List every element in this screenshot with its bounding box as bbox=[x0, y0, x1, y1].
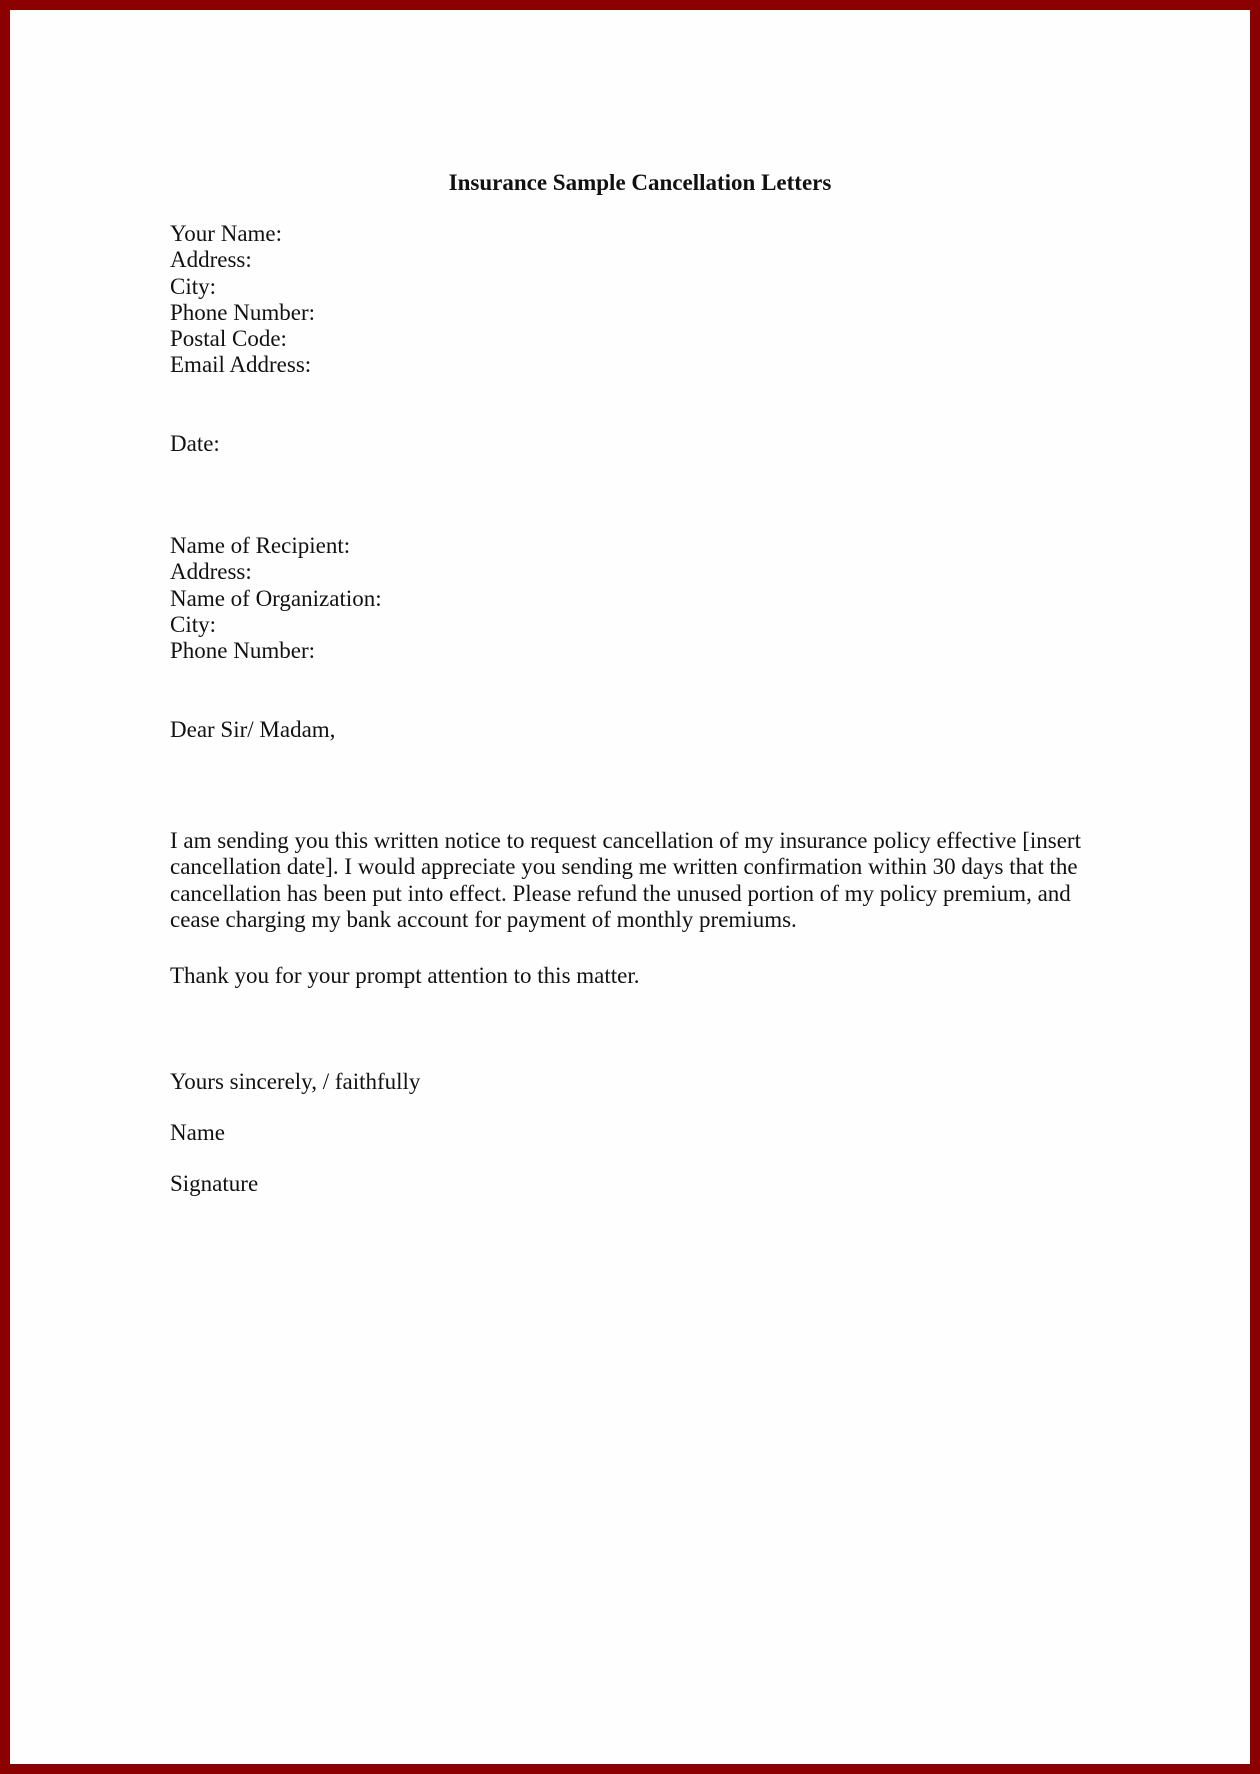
sender-address-label: Address: bbox=[170, 247, 252, 273]
body-paragraph bbox=[170, 828, 1130, 933]
recipient-name-label: Name of Recipient: bbox=[170, 533, 351, 558]
thanks-line: Thank you for your prompt attention to this matter. bbox=[170, 963, 640, 988]
body-line: I am sending you this written notice to request cancellation of my insurance policy effective [insert bbox=[170, 828, 1081, 853]
signature-label: Signature bbox=[170, 1171, 259, 1196]
date-label: Date: bbox=[170, 431, 220, 456]
sender-phone-label: Phone Number: bbox=[170, 299, 316, 325]
body-line: cancellation date]. I would appreciate you sending me written confirmation within 30 days that the bbox=[170, 854, 1078, 880]
salutation: Dear Sir/ Madam, bbox=[170, 717, 336, 742]
recipient-address-label: Address: bbox=[170, 559, 252, 585]
sender-email-label: Email Address: bbox=[170, 352, 312, 378]
body-line: cancellation has been put into effect. Please refund the unused portion of my policy premium, and bbox=[170, 880, 1071, 906]
recipient-details bbox=[170, 533, 382, 664]
body-line: cease charging my bank account for payment of monthly premiums. bbox=[170, 906, 797, 932]
recipient-phone-label: Phone Number: bbox=[170, 638, 316, 664]
document-title: Insurance Sample Cancellation Letters bbox=[448, 170, 832, 195]
recipient-city-label: City: bbox=[170, 611, 217, 637]
closing-line: Yours sincerely, / faithfully bbox=[170, 1069, 421, 1094]
sender-name-label: Your Name: bbox=[170, 221, 283, 246]
sender-details bbox=[170, 221, 315, 379]
recipient-organization-label: Name of Organization: bbox=[170, 585, 382, 611]
name-label: Name bbox=[170, 1120, 225, 1145]
sender-city-label: City: bbox=[170, 273, 217, 299]
sender-postal-code-label: Postal Code: bbox=[170, 326, 287, 352]
